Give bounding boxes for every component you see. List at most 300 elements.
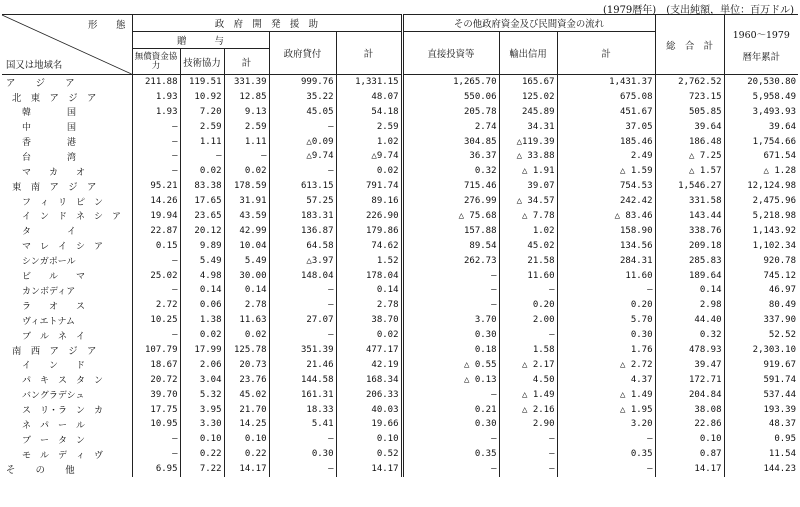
value-cell: 206.33	[336, 387, 402, 402]
value-cell: 19.94	[132, 209, 180, 224]
value-cell: 95.21	[132, 179, 180, 194]
value-cell: 3.20	[557, 417, 655, 432]
value-cell: 351.39	[269, 343, 336, 358]
value-cell: 12,124.98	[724, 179, 798, 194]
value-cell: 45.02	[224, 387, 269, 402]
region-name: 南 西 ア ジ ア	[12, 345, 97, 357]
value-cell: 39.64	[724, 119, 798, 134]
value-cell: 35.22	[269, 89, 336, 104]
table-row	[2, 328, 798, 343]
value-cell: 22.87	[132, 223, 180, 238]
value-cell: 143.44	[655, 209, 724, 224]
value-cell: —	[402, 387, 499, 402]
table-row	[2, 253, 798, 268]
cumulative-header	[724, 15, 798, 75]
value-cell: 0.10	[655, 432, 724, 447]
table-row	[2, 343, 798, 358]
value-cell: 6.95	[132, 462, 180, 477]
value-cell: —	[269, 432, 336, 447]
region-name: ス リ・ラ ン カ	[22, 406, 104, 417]
region-name: 中 国	[22, 123, 77, 134]
value-cell: 11.60	[557, 268, 655, 283]
value-cell: 0.06	[180, 298, 224, 313]
value-cell: 2,475.96	[724, 194, 798, 209]
grant-header: 贈 与	[132, 32, 269, 49]
value-cell: —	[132, 149, 180, 164]
value-cell: 107.79	[132, 343, 180, 358]
value-cell: 64.58	[269, 238, 336, 253]
value-cell: —	[269, 462, 336, 477]
value-cell: 0.87	[655, 447, 724, 462]
value-cell: —	[269, 119, 336, 134]
table-row	[2, 75, 798, 90]
value-cell: 10.95	[132, 417, 180, 432]
value-cell: 39.64	[655, 119, 724, 134]
region-name: ア ジ ア	[6, 78, 76, 90]
value-cell: 22.86	[655, 417, 724, 432]
value-cell: 2.06	[180, 357, 224, 372]
value-cell: 2.59	[180, 119, 224, 134]
table-row	[2, 357, 798, 372]
value-cell: 613.15	[269, 179, 336, 194]
value-cell: 211.88	[132, 75, 180, 90]
value-cell: 14.25	[224, 417, 269, 432]
value-cell: 45.05	[269, 104, 336, 119]
cumulative-years: 1960～1979	[732, 29, 790, 41]
region-name: 香 港	[22, 138, 77, 148]
value-cell: —	[557, 432, 655, 447]
value-cell: 0.30	[557, 328, 655, 343]
region-name: タ イ	[22, 227, 77, 238]
value-cell: 2.59	[336, 119, 402, 134]
value-cell: 34.31	[499, 119, 557, 134]
value-cell: 3.04	[180, 372, 224, 387]
value-cell: 0.21	[402, 402, 499, 417]
value-cell: 478.93	[655, 343, 724, 358]
region-name: フ ィ リ ピ ン	[22, 197, 104, 208]
value-cell: 331.39	[224, 75, 269, 90]
value-cell: 36.37	[402, 149, 499, 164]
value-cell: 0.20	[499, 298, 557, 313]
value-cell: 2,303.10	[724, 343, 798, 358]
table-row	[2, 104, 798, 119]
region-name: 台 湾	[22, 152, 77, 163]
value-cell: 1.58	[499, 343, 557, 358]
value-cell: △3.97	[269, 253, 336, 268]
value-cell: 46.97	[724, 283, 798, 298]
value-cell: 0.14	[655, 283, 724, 298]
value-cell: 157.88	[402, 223, 499, 238]
value-cell: 38.70	[336, 313, 402, 328]
value-cell: 1.52	[336, 253, 402, 268]
region-name: イ ン ド ネ シ ア	[22, 212, 122, 223]
value-cell: 38.08	[655, 402, 724, 417]
value-cell: 0.02	[336, 164, 402, 179]
value-cell: 505.85	[655, 104, 724, 119]
region-name: シンガポール	[22, 257, 76, 268]
value-cell: △ 1.49	[557, 387, 655, 402]
table-row	[2, 179, 798, 194]
region-name: マ カ オ	[22, 167, 86, 178]
value-cell: 591.74	[724, 372, 798, 387]
value-cell: 5,958.49	[724, 89, 798, 104]
value-cell: 12.85	[224, 89, 269, 104]
value-cell: 1,331.15	[336, 75, 402, 90]
value-cell: 4.37	[557, 372, 655, 387]
grant-aid-header: 無償資金協 力	[132, 49, 180, 75]
value-cell: 186.48	[655, 134, 724, 149]
value-cell: —	[132, 432, 180, 447]
value-cell: 1,546.27	[655, 179, 724, 194]
value-cell: —	[402, 462, 499, 477]
value-cell: 89.54	[402, 238, 499, 253]
value-cell: 245.89	[499, 104, 557, 119]
value-cell: 25.02	[132, 268, 180, 283]
value-cell: 0.02	[336, 328, 402, 343]
region-name: モ ル デ ィ ヴ	[22, 450, 104, 461]
value-cell: 0.35	[557, 447, 655, 462]
value-cell: 136.87	[269, 223, 336, 238]
value-cell: 165.67	[499, 75, 557, 90]
value-cell: 0.20	[557, 298, 655, 313]
value-cell: 158.90	[557, 223, 655, 238]
value-cell: 189.64	[655, 268, 724, 283]
table-row	[2, 402, 798, 417]
value-cell: 178.04	[336, 268, 402, 283]
value-cell: 3.30	[180, 417, 224, 432]
value-cell: 178.59	[224, 179, 269, 194]
region-name: ブ ル ネ イ	[22, 331, 86, 342]
value-cell: 168.34	[336, 372, 402, 387]
value-cell: —	[402, 283, 499, 298]
value-cell: 2.98	[655, 298, 724, 313]
table-row	[2, 209, 798, 224]
region-name: ラ オ ス	[22, 301, 86, 312]
value-cell: —	[499, 462, 557, 477]
value-cell: 14.17	[336, 462, 402, 477]
value-cell: 205.78	[402, 104, 499, 119]
value-cell: —	[132, 164, 180, 179]
value-cell: 262.73	[402, 253, 499, 268]
value-cell: 0.22	[180, 447, 224, 462]
value-cell: 134.56	[557, 238, 655, 253]
value-cell: 1.93	[132, 104, 180, 119]
value-cell: 5,218.98	[724, 209, 798, 224]
value-cell: 451.67	[557, 104, 655, 119]
value-cell: —	[224, 149, 269, 164]
value-cell: 52.52	[724, 328, 798, 343]
value-cell: 37.05	[557, 119, 655, 134]
value-cell: 5.70	[557, 313, 655, 328]
table-row	[2, 89, 798, 104]
value-cell: 550.06	[402, 89, 499, 104]
value-cell: 1,754.66	[724, 134, 798, 149]
value-cell: 0.02	[180, 328, 224, 343]
value-cell: 83.38	[180, 179, 224, 194]
value-cell: 148.04	[269, 268, 336, 283]
loan-header: 政府貸付	[269, 32, 336, 75]
value-cell: —	[402, 268, 499, 283]
value-cell: —	[132, 253, 180, 268]
table-row	[2, 164, 798, 179]
region-name: カンボディア	[22, 286, 76, 297]
value-cell: 42.19	[336, 357, 402, 372]
value-cell: 0.95	[724, 432, 798, 447]
value-cell: 74.62	[336, 238, 402, 253]
value-cell: 20,530.80	[724, 75, 798, 90]
oda-total-header: 計	[336, 32, 402, 75]
value-cell: 999.76	[269, 75, 336, 90]
value-cell: 9.13	[224, 104, 269, 119]
value-cell: 2.78	[224, 298, 269, 313]
value-cell: △ 75.68	[402, 209, 499, 224]
value-cell: —	[402, 298, 499, 313]
value-cell: △9.74	[336, 149, 402, 164]
value-cell: △ 83.46	[557, 209, 655, 224]
value-cell: 2.90	[499, 417, 557, 432]
value-cell: △0.09	[269, 134, 336, 149]
value-cell: 338.76	[655, 223, 724, 238]
value-cell: —	[269, 283, 336, 298]
region-name: ビ ル マ	[22, 272, 86, 283]
value-cell: 39.07	[499, 179, 557, 194]
value-cell: 80.49	[724, 298, 798, 313]
value-cell: 20.72	[132, 372, 180, 387]
value-cell: 193.39	[724, 402, 798, 417]
table-row	[2, 268, 798, 283]
value-cell: 0.02	[224, 164, 269, 179]
table-row	[2, 283, 798, 298]
corner-header	[2, 15, 132, 75]
value-cell: 1.02	[499, 223, 557, 238]
value-cell: 39.47	[655, 357, 724, 372]
value-cell: 1,143.92	[724, 223, 798, 238]
value-cell: 5.32	[180, 387, 224, 402]
value-cell: 2.49	[557, 149, 655, 164]
value-cell: 1.38	[180, 313, 224, 328]
value-cell: 183.31	[269, 209, 336, 224]
value-cell: 0.10	[224, 432, 269, 447]
value-cell: 0.32	[402, 164, 499, 179]
value-cell: 10.04	[224, 238, 269, 253]
value-cell: 14.17	[655, 462, 724, 477]
value-cell: 18.33	[269, 402, 336, 417]
value-cell: 0.35	[402, 447, 499, 462]
value-cell: 48.07	[336, 89, 402, 104]
value-cell: —	[499, 283, 557, 298]
value-cell: 48.37	[724, 417, 798, 432]
value-cell: —	[132, 134, 180, 149]
value-cell: —	[132, 283, 180, 298]
value-cell: 7.22	[180, 462, 224, 477]
value-cell: 161.31	[269, 387, 336, 402]
value-cell: 20.73	[224, 357, 269, 372]
value-cell: 30.00	[224, 268, 269, 283]
value-cell: △ 1.95	[557, 402, 655, 417]
value-cell: 4.50	[499, 372, 557, 387]
value-cell: 0.14	[180, 283, 224, 298]
value-cell: —	[180, 149, 224, 164]
value-cell: 0.10	[180, 432, 224, 447]
value-cell: △ 2.72	[557, 357, 655, 372]
fdi-header: 直接投資等	[402, 32, 499, 75]
table-row	[2, 462, 798, 477]
table-body	[2, 75, 798, 477]
value-cell: 31.91	[224, 194, 269, 209]
value-cell: 10.25	[132, 313, 180, 328]
value-cell: —	[402, 432, 499, 447]
value-cell: 1.11	[180, 134, 224, 149]
value-cell: 754.53	[557, 179, 655, 194]
value-cell: 0.02	[180, 164, 224, 179]
value-cell: 27.07	[269, 313, 336, 328]
value-cell: 284.31	[557, 253, 655, 268]
value-cell: 0.30	[269, 447, 336, 462]
grand-total-header: 総 合 計	[655, 15, 724, 75]
oda-header: 政 府 開 発 援 助	[132, 15, 402, 32]
region-name: イ ン ド	[22, 361, 86, 372]
aid-table	[2, 14, 798, 477]
value-cell: —	[499, 432, 557, 447]
value-cell: 57.25	[269, 194, 336, 209]
value-cell: △ 2.17	[499, 357, 557, 372]
value-cell: 7.20	[180, 104, 224, 119]
region-name: マ レ イ シ ア	[22, 242, 104, 253]
value-cell: —	[557, 283, 655, 298]
value-cell: 337.90	[724, 313, 798, 328]
value-cell: 23.65	[180, 209, 224, 224]
value-cell: 3,493.93	[724, 104, 798, 119]
value-cell: 3.70	[402, 313, 499, 328]
value-cell: 1.93	[132, 89, 180, 104]
value-cell: 45.02	[499, 238, 557, 253]
value-cell: —	[499, 328, 557, 343]
region-name: ネ パ ー ル	[22, 420, 86, 431]
value-cell: 19.66	[336, 417, 402, 432]
value-cell: —	[269, 328, 336, 343]
value-cell: 21.58	[499, 253, 557, 268]
value-cell: 2.00	[499, 313, 557, 328]
table-row	[2, 313, 798, 328]
table-row	[2, 298, 798, 313]
value-cell: —	[132, 328, 180, 343]
table-row	[2, 223, 798, 238]
value-cell: 21.46	[269, 357, 336, 372]
value-cell: △ 7.25	[655, 149, 724, 164]
value-cell: 0.52	[336, 447, 402, 462]
other-flows-header: その他政府資金及び民間資金の流れ	[402, 15, 655, 32]
value-cell: 331.58	[655, 194, 724, 209]
value-cell: 5.49	[224, 253, 269, 268]
value-cell: —	[557, 462, 655, 477]
table-row	[2, 238, 798, 253]
export-credit-header: 輸出信用	[499, 32, 557, 75]
value-cell: 242.42	[557, 194, 655, 209]
value-cell: 18.67	[132, 357, 180, 372]
table-row	[2, 417, 798, 432]
value-cell: 17.99	[180, 343, 224, 358]
value-cell: △ 0.13	[402, 372, 499, 387]
value-cell: △ 1.49	[499, 387, 557, 402]
value-cell: —	[499, 447, 557, 462]
table-row	[2, 387, 798, 402]
value-cell: 11.63	[224, 313, 269, 328]
value-cell: △ 33.88	[499, 149, 557, 164]
table-row	[2, 134, 798, 149]
value-cell: 0.22	[224, 447, 269, 462]
value-cell: 10.92	[180, 89, 224, 104]
region-name: 北 東 ア ジ ア	[12, 92, 97, 104]
value-cell: 1,102.34	[724, 238, 798, 253]
value-cell: 276.99	[402, 194, 499, 209]
value-cell: 0.32	[655, 328, 724, 343]
table-row	[2, 447, 798, 462]
value-cell: 0.30	[402, 328, 499, 343]
value-cell: 920.78	[724, 253, 798, 268]
value-cell: 9.89	[180, 238, 224, 253]
value-cell: 89.16	[336, 194, 402, 209]
value-cell: 43.59	[224, 209, 269, 224]
value-cell: 172.71	[655, 372, 724, 387]
value-cell: 125.78	[224, 343, 269, 358]
value-cell: 1.02	[336, 134, 402, 149]
value-cell: △ 1.59	[557, 164, 655, 179]
value-cell: —	[132, 447, 180, 462]
value-cell: 185.46	[557, 134, 655, 149]
value-cell: 40.03	[336, 402, 402, 417]
value-cell: 125.02	[499, 89, 557, 104]
value-cell: 919.67	[724, 357, 798, 372]
value-cell: 21.70	[224, 402, 269, 417]
value-cell: —	[269, 298, 336, 313]
value-cell: 39.70	[132, 387, 180, 402]
value-cell: △ 2.16	[499, 402, 557, 417]
value-cell: 5.41	[269, 417, 336, 432]
value-cell: 11.60	[499, 268, 557, 283]
value-cell: 20.12	[180, 223, 224, 238]
value-cell: 1.11	[224, 134, 269, 149]
value-cell: 791.74	[336, 179, 402, 194]
table-row	[2, 119, 798, 134]
value-cell: 304.85	[402, 134, 499, 149]
value-cell: 179.86	[336, 223, 402, 238]
value-cell: △9.74	[269, 149, 336, 164]
grant-subtotal-header: 計	[224, 49, 269, 75]
value-cell: △ 1.28	[724, 164, 798, 179]
value-cell: 1.76	[557, 343, 655, 358]
value-cell: 17.65	[180, 194, 224, 209]
value-cell: 3.95	[180, 402, 224, 417]
region-name: バングラデシュ	[22, 391, 85, 402]
value-cell: 0.10	[336, 432, 402, 447]
value-cell: 23.76	[224, 372, 269, 387]
value-cell: 0.14	[224, 283, 269, 298]
value-cell: 537.44	[724, 387, 798, 402]
table-row	[2, 432, 798, 447]
value-cell: 2,762.52	[655, 75, 724, 90]
value-cell: 671.54	[724, 149, 798, 164]
form-label: 形 態	[87, 20, 126, 31]
value-cell: 119.51	[180, 75, 224, 90]
value-cell: 2.78	[336, 298, 402, 313]
value-cell: △119.39	[499, 134, 557, 149]
table-row	[2, 149, 798, 164]
value-cell: 0.15	[132, 238, 180, 253]
value-cell: △ 7.78	[499, 209, 557, 224]
region-name: そ の 他	[6, 465, 76, 477]
value-cell: 723.15	[655, 89, 724, 104]
value-cell: △ 1.91	[499, 164, 557, 179]
